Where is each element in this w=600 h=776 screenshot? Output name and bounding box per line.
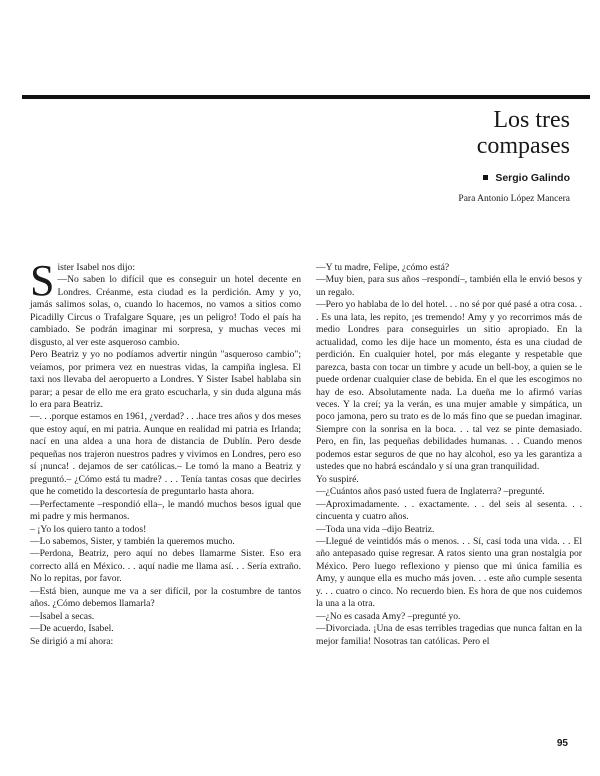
paragraph: —Está bien, aunque me va a ser difícil, por la costumbre de tantos años. ¿Cómo debemos llamarla? — [30, 585, 301, 610]
paragraph: – ¡Yo los quiero tanto a todos! — [30, 523, 147, 535]
drop-cap: S — [30, 256, 55, 305]
text-column-right — [316, 262, 582, 648]
paragraph: Pero Beatriz y yo no podíamos advertir ningún "asqueroso cambio"; veíamos, por primera vez en nuestras vidas, la campiña inglesa. El taxi nos llevaba del aeropuerto a Londres. Y Sister Isabel hablaba sin parar; a pesar de ello me era grato escucharla, y sin duda alguna más lo era para Beatriz. — [30, 349, 301, 410]
dedication: Para Antonio López Mancera — [458, 194, 570, 204]
page-number: 95 — [556, 738, 568, 749]
paragraph: —Pero yo hablaba de lo del hotel. . . no sé por qué pasé a otra cosa. . . Es una lata, les repito, ¡es tremendo! Amy y yo recorrimos más de medio Londres para conseguirles un sitio apropiado. En la actualidad, como les dije hace un momento, ésta es una ciudad de perdición. En cualquier hotel, por más elegante y respetable que parezca, basta con tocar un timbre y acude un bell-boy, a quien se le puede ordenar cualquier clase de bebida. En el que les escogimos no hay de eso. Absolutamente nada. La dueña me lo afirmó varias veces. Y la creí; ya la verán, es una mujer amable y simpática, un poco jamona, pero su trato es de lo más fino que se puedan imaginar. Siempre con la sonrisa en la boca. . . tal vez se pinte demasiado. Pero, en fin, las pequeñas debilidades humanas. . . Cuando menos podemos estar seguros de que no hay alcohol, eso ya les garantiza a ustedes que no habrá escándalo y sí una gran tranquilidad. — [316, 299, 582, 473]
paragraph-text: ister Isabel nos dijo: — [57, 262, 136, 273]
paragraph: Yo suspiré. — [316, 473, 359, 485]
paragraph: —¿Cuántos años pasó usted fuera de Inglaterra? –pregunté. — [316, 486, 545, 498]
paragraph: —Isabel a secas. — [30, 610, 95, 622]
paragraph: —De acuerdo, Isabel. — [30, 623, 114, 635]
text-column-left — [30, 256, 301, 648]
paragraph: —Lo sabemos, Sister, y también la queremos mucho. — [30, 535, 235, 547]
story-title — [270, 107, 570, 159]
paragraph — [30, 256, 301, 305]
author-name: Sergio Galindo — [495, 172, 570, 184]
paragraph: —Divorciada. ¡Una de esas terribles tragedias que nunca faltan en la mejor familia! Nosotras tan católicas. Pero el — [316, 623, 582, 647]
paragraph: —. . .porque estamos en 1961, ¿verdad? . . .hace tres años y dos meses que estoy aquí, en mi patria. Aunque en realidad mi patria es Irlanda; nací en una aldea a una hora de distancia de Dublín. Pero desde pequeñas nos trajeron nuestros padres y vivimos en Londres, pero eso sí ¡nunca! . dejamos de ser católicas.– Le tomó la mano a Beatriz y preguntó.– ¿Cómo está tu madre? . . . Tenía tantas cosas que decirles que he cometido la descortesía de preguntarlo hasta ahora. — [30, 411, 301, 498]
paragraph: —Llegué de veintidós más o menos. . . Sí, casi toda una vida. . . El año antepasado quise regresar. A ratos siento una gran nostalgia por México. Pero luego reflexiono y pienso que mi única familia es Amy, y aunque ella es mucho más joven. . . este año cumple sesenta y. . . cuatro o cinco. No recuerdo bien. Es hora de que nos cuidemos la una a la otra. — [316, 535, 582, 610]
paragraph: —No saben lo difícil que es conseguir un hotel decente en Londres. Créanme, esta ciudad es la perdición. Amy y yo, jamás salimos solas, o, cuando lo hacemos, no vamos a sitios como Picadilly Circus o Trafalgare Square, ¡es un peligro! Todo el país ha cambiado. Se podrán imaginar mi sorpresa, y muchas veces mi disgusto, al ver este asqueroso cambio. — [30, 274, 301, 348]
title-line-1: Los tres — [493, 107, 570, 133]
paragraph: —¿No es casada Amy? –pregunté yo. — [316, 610, 461, 622]
paragraph: —Muy bien, para sus años –respondí–, también ella le envió besos y un regalo. — [316, 274, 582, 298]
title-line-2: compases — [476, 133, 570, 159]
paragraph: —Perfectamente –respondió ella–, le mandó muchos besos igual que mi padre y mis hermanos. — [30, 498, 301, 523]
header-rule — [22, 95, 590, 99]
square-bullet-icon — [483, 175, 488, 180]
paragraph: Se dirigió a mí ahora: — [30, 635, 114, 647]
paragraph: —Y tu madre, Felipe, ¿cómo está? — [316, 262, 450, 273]
paragraph: —Toda una vida –dijo Beatriz. — [316, 523, 435, 535]
paragraph: —Perdona, Beatriz, pero aquí no debes llamarme Sister. Eso era correcto allá en México. . . aquí nadie me llama así. . . Sería extraño. No lo repitas, por favor. — [30, 548, 301, 585]
paragraph: —Aproximadamente. . . exactamente. . . del seis al sesenta. . . cincuenta y cuatro años. — [316, 498, 582, 523]
author-byline — [483, 172, 570, 184]
